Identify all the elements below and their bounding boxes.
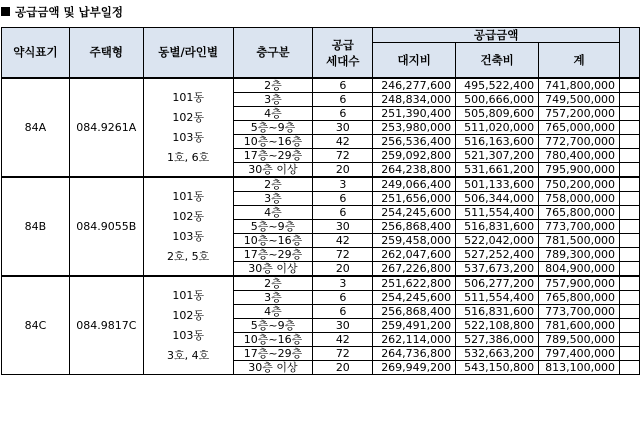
header-units-line1: 공급 [331,37,354,52]
header-floor: 층구분 [233,28,313,79]
cell-land: 251,622,800 [373,276,456,291]
header-type: 약식표기 [2,28,70,79]
cell-building-line [143,78,233,177]
cell-land: 256,868,400 [373,220,456,234]
cell-building: 527,252,400 [456,248,539,262]
cell-units: 20 [313,262,373,277]
cell-total: 797,400,000 [539,347,620,361]
cell-total: 765,000,000 [539,121,620,135]
cell-building: 511,554,400 [456,206,539,220]
cell-units: 42 [313,333,373,347]
cell-cut [620,149,640,163]
cell-units: 6 [313,206,373,220]
cell-cut [620,163,640,178]
cell-units: 30 [313,220,373,234]
cell-building: 516,831,600 [456,305,539,319]
cell-cut [620,276,640,291]
cell-total: 750,200,000 [539,177,620,192]
table-body [2,78,640,375]
header-building: 건축비 [456,43,539,79]
header-total: 계 [539,43,620,79]
cell-cut [620,206,640,220]
building-label: 101동 [172,189,204,203]
building-label: 103동 [172,130,204,144]
cell-land: 253,980,000 [373,121,456,135]
cell-total: 804,900,000 [539,262,620,277]
cell-total: 773,700,000 [539,220,620,234]
cell-total: 781,500,000 [539,234,620,248]
table-row [2,78,640,93]
cell-units: 42 [313,135,373,149]
cell-total: 758,000,000 [539,192,620,206]
line-label: 2호, 5호 [167,249,210,263]
cell-building: 527,386,000 [456,333,539,347]
cell-total: 773,700,000 [539,305,620,319]
cell-total: 789,300,000 [539,248,620,262]
cell-cut [620,361,640,375]
cell-building: 537,673,200 [456,262,539,277]
cell-units: 3 [313,177,373,192]
cell-land: 256,868,400 [373,305,456,319]
cell-units: 6 [313,107,373,121]
cell-units: 6 [313,305,373,319]
cell-cut [620,234,640,248]
cell-total: 749,500,000 [539,93,620,107]
supply-price-table [1,27,640,375]
cell-land: 246,277,600 [373,78,456,93]
cell-units: 20 [313,163,373,178]
cell-cut [620,93,640,107]
header-land: 대지비 [373,43,456,79]
cell-building: 522,042,000 [456,234,539,248]
header-amount-group: 공급금액 [373,28,620,43]
cell-total: 780,400,000 [539,149,620,163]
building-label: 103동 [172,328,204,342]
cell-building: 495,522,400 [456,78,539,93]
cell-units: 3 [313,276,373,291]
cell-building: 521,307,200 [456,149,539,163]
cell-land: 249,066,400 [373,177,456,192]
cell-units: 6 [313,291,373,305]
section-heading [1,2,123,22]
cell-units: 20 [313,361,373,375]
building-label: 101동 [172,288,204,302]
cell-cut [620,305,640,319]
cell-floor: 30층 이상 [233,163,313,178]
cell-building: 506,277,200 [456,276,539,291]
building-label: 102동 [172,209,204,223]
cell-cut [620,177,640,192]
cell-type: 84C [2,276,70,375]
cell-housing-type: 084.9261A [69,78,143,177]
line-label: 3호, 4호 [167,348,210,362]
cell-floor: 2층 [233,276,313,291]
cell-cut [620,107,640,121]
cell-building: 511,554,400 [456,291,539,305]
cell-cut [620,333,640,347]
table-row [2,276,640,291]
cell-land: 256,536,400 [373,135,456,149]
table-row [2,177,640,192]
cell-total: 789,500,000 [539,333,620,347]
cell-total: 765,800,000 [539,291,620,305]
header-cut-column [620,28,640,79]
header-units-line2: 세대수 [326,53,360,68]
cell-cut [620,262,640,277]
cell-land: 264,238,800 [373,163,456,178]
cell-floor: 5층~9층 [233,220,313,234]
cell-total: 765,800,000 [539,206,620,220]
cell-units: 6 [313,93,373,107]
cell-floor: 5층~9층 [233,121,313,135]
cell-land: 259,092,800 [373,149,456,163]
cell-building: 501,133,600 [456,177,539,192]
cell-floor: 2층 [233,78,313,93]
cell-floor: 3층 [233,93,313,107]
cell-land: 254,245,600 [373,291,456,305]
cell-cut [620,192,640,206]
cell-land: 262,114,000 [373,333,456,347]
cell-land: 259,458,000 [373,234,456,248]
cell-building: 511,020,000 [456,121,539,135]
cell-land: 269,949,200 [373,361,456,375]
cell-floor: 10층~16층 [233,333,313,347]
cell-units: 42 [313,234,373,248]
cell-units: 72 [313,248,373,262]
cell-building: 516,831,600 [456,220,539,234]
cell-floor: 30층 이상 [233,262,313,277]
cell-cut [620,78,640,93]
cell-units: 6 [313,192,373,206]
cell-land: 262,047,600 [373,248,456,262]
cell-floor: 17층~29층 [233,149,313,163]
cell-floor: 17층~29층 [233,347,313,361]
cell-building: 505,809,600 [456,107,539,121]
cell-building: 500,666,000 [456,93,539,107]
cell-total: 772,700,000 [539,135,620,149]
cell-total: 757,900,000 [539,276,620,291]
cell-units: 72 [313,347,373,361]
cell-cut [620,135,640,149]
cell-floor: 17층~29층 [233,248,313,262]
cell-type: 84A [2,78,70,177]
cell-cut [620,291,640,305]
cell-land: 248,834,000 [373,93,456,107]
cell-cut [620,220,640,234]
cell-units: 72 [313,149,373,163]
cell-total: 781,600,000 [539,319,620,333]
cell-cut [620,347,640,361]
building-label: 102동 [172,308,204,322]
cell-floor: 3층 [233,291,313,305]
header-housing-type: 주택형 [69,28,143,79]
cell-cut [620,319,640,333]
cell-land: 254,245,600 [373,206,456,220]
cell-total: 813,100,000 [539,361,620,375]
header-units [313,28,373,79]
cell-building-line [143,276,233,375]
cell-floor: 4층 [233,107,313,121]
cell-building: 506,344,000 [456,192,539,206]
cell-floor: 4층 [233,206,313,220]
cell-units: 30 [313,121,373,135]
cell-type: 84B [2,177,70,276]
cell-building-line [143,177,233,276]
cell-land: 264,736,800 [373,347,456,361]
cell-floor: 30층 이상 [233,361,313,375]
cell-land: 251,390,400 [373,107,456,121]
cell-total: 757,200,000 [539,107,620,121]
building-label: 101동 [172,90,204,104]
cell-floor: 3층 [233,192,313,206]
cell-building: 531,661,200 [456,163,539,178]
cell-land: 259,491,200 [373,319,456,333]
cell-housing-type: 084.9055B [69,177,143,276]
cell-housing-type: 084.9817C [69,276,143,375]
building-label: 102동 [172,110,204,124]
cell-floor: 2층 [233,177,313,192]
section-title: 공급금액 및 납부일정 [15,5,123,19]
cell-floor: 10층~16층 [233,234,313,248]
cell-total: 741,800,000 [539,78,620,93]
cell-floor: 10층~16층 [233,135,313,149]
cell-building: 516,163,600 [456,135,539,149]
cell-cut [620,248,640,262]
cell-total: 795,900,000 [539,163,620,178]
cell-floor: 4층 [233,305,313,319]
building-label: 103동 [172,229,204,243]
cell-cut [620,121,640,135]
cell-units: 6 [313,78,373,93]
cell-units: 30 [313,319,373,333]
cell-building: 522,108,800 [456,319,539,333]
cell-land: 267,226,800 [373,262,456,277]
header-building-line: 동별/라인별 [143,28,233,79]
line-label: 1호, 6호 [167,150,210,164]
cell-building: 532,663,200 [456,347,539,361]
cell-floor: 5층~9층 [233,319,313,333]
cell-building: 543,150,800 [456,361,539,375]
cell-land: 251,656,000 [373,192,456,206]
square-bullet-icon [1,7,10,16]
